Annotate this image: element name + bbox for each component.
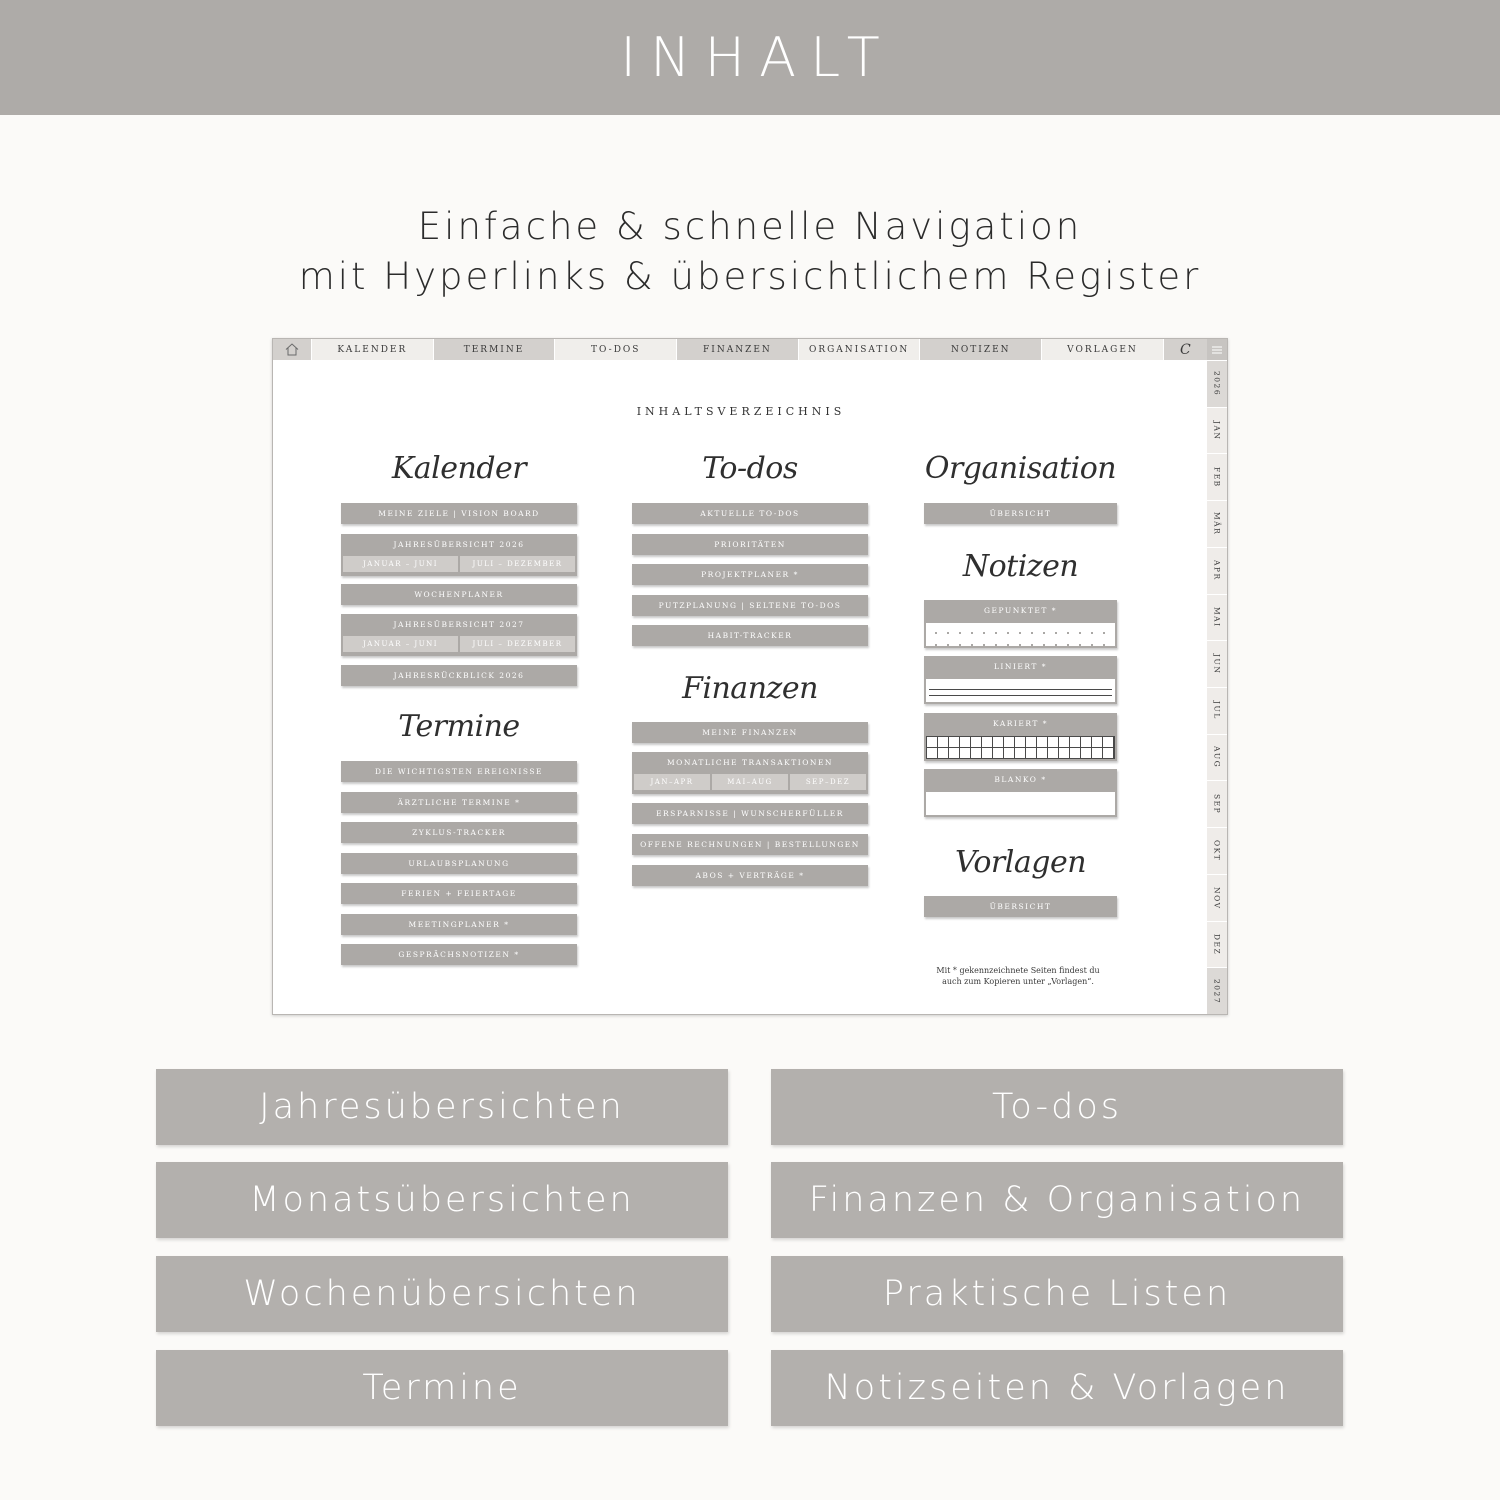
tab-c-icon[interactable]: C: [1164, 339, 1208, 360]
sidebar-item-2026[interactable]: 2026: [1207, 360, 1227, 407]
menu-icon[interactable]: [1207, 339, 1227, 360]
link-notizen-liniert[interactable]: [924, 656, 1117, 704]
tab-notizen[interactable]: NOTIZEN: [920, 339, 1042, 360]
link-2027-jul-dez[interactable]: JULI – DEZEMBER: [460, 636, 575, 652]
lined-pattern: [926, 679, 1115, 702]
link-aktuelle-todos[interactable]: AKTUELLE TO-DOS: [632, 503, 868, 524]
link-putzplanung[interactable]: PUTZPLANUNG | SELTENE TO-DOS: [632, 595, 868, 616]
link-meine-finanzen[interactable]: MEINE FINANZEN: [632, 722, 868, 743]
feature-notizseiten-vorlagen: Notizseiten & Vorlagen: [771, 1350, 1343, 1426]
subtitle-line-2: mit Hyperlinks & übersichtlichem Register: [298, 255, 1202, 298]
link-prioritaeten[interactable]: PRIORITÄTEN: [632, 534, 868, 555]
top-banner: [0, 0, 1500, 115]
link-mai-aug[interactable]: MAI–AUG: [712, 774, 790, 790]
link-meine-ziele[interactable]: MEINE ZIELE | VISION BOARD: [341, 503, 577, 524]
monatliche-transaktionen-label: MONATLICHE TRANSAKTIONEN: [667, 758, 833, 767]
feature-praktische-listen: Praktische Listen: [771, 1256, 1343, 1332]
footnote-line-2: auch zum Kopieren unter „Vorlagen“.: [942, 977, 1094, 986]
tab-vorlagen[interactable]: VORLAGEN: [1042, 339, 1164, 360]
link-ersparnisse[interactable]: ERSPARNISSE | WUNSCHERFÜLLER: [632, 803, 868, 824]
liniert-label: LINIERT *: [993, 662, 1048, 671]
sidebar-item-mai[interactable]: MAI: [1207, 594, 1227, 641]
tab-todos[interactable]: TO-DOS: [555, 339, 677, 360]
heading-kalender: Kalender: [391, 451, 527, 486]
link-notizen-blanko[interactable]: [924, 769, 1117, 817]
sidebar-item-jun[interactable]: JUN: [1207, 640, 1227, 687]
sidebar-item-feb[interactable]: FEB: [1207, 453, 1227, 500]
dotted-pattern: [926, 623, 1115, 646]
banner-title: INHALT: [620, 26, 894, 89]
link-projektplaner[interactable]: PROJEKTPLANER *: [632, 564, 868, 585]
feature-termine: Termine: [156, 1350, 728, 1426]
tab-termine[interactable]: TERMINE: [434, 339, 556, 360]
tab-kalender[interactable]: KALENDER: [312, 339, 434, 360]
link-gespraechsnotizen[interactable]: GESPRÄCHSNOTIZEN *: [341, 944, 577, 965]
sidebar-item-dez[interactable]: DEZ: [1207, 921, 1227, 968]
feature-wochenuebersichten: Wochenübersichten: [156, 1256, 728, 1332]
kariert-label: KARIERT *: [993, 719, 1048, 728]
sidebar-item-2027[interactable]: 2027: [1207, 967, 1227, 1014]
toc-title: INHALTSVERZEICHNIS: [636, 405, 846, 418]
link-2026-jan-jun[interactable]: JANUAR – JUNI: [343, 556, 460, 572]
month-sidebar: [1207, 339, 1227, 1014]
link-organisation-uebersicht[interactable]: ÜBERSICHT: [924, 503, 1117, 524]
heading-termine: Termine: [398, 709, 520, 744]
link-monatliche-transaktionen[interactable]: [632, 752, 868, 794]
tab-finanzen[interactable]: FINANZEN: [677, 339, 799, 360]
home-icon: [285, 343, 299, 356]
link-jahresrueckblick[interactable]: JAHRESRÜCKBLICK 2026: [341, 665, 577, 686]
link-ferien-feiertage[interactable]: FERIEN + FEIERTAGE: [341, 883, 577, 904]
heading-vorlagen: Vorlagen: [954, 845, 1087, 880]
planner-tabbar: [273, 339, 1209, 360]
blanko-label: BLANKO *: [994, 775, 1047, 784]
link-abos-vertraege[interactable]: ABOS + VERTRÄGE *: [632, 865, 868, 886]
jahresuebersicht-2027-label: JAHRESÜBERSICHT 2027: [393, 620, 525, 629]
link-meetingplaner[interactable]: MEETINGPLANER *: [341, 914, 577, 935]
tab-organisation[interactable]: ORGANISATION: [799, 339, 921, 360]
footnote: [913, 965, 1123, 987]
link-offene-rechnungen[interactable]: OFFENE RECHNUNGEN | BESTELLUNGEN: [632, 834, 868, 855]
link-jan-apr[interactable]: JAN–APR: [634, 774, 712, 790]
sidebar-item-nov[interactable]: NOV: [1207, 874, 1227, 921]
heading-organisation: Organisation: [924, 451, 1117, 486]
planner-preview: [272, 338, 1228, 1015]
sidebar-item-maer[interactable]: MÄR: [1207, 500, 1227, 547]
link-habit-tracker[interactable]: HABIT-TRACKER: [632, 625, 868, 646]
footnote-line-1: Mit * gekennzeichnete Seiten findest du: [936, 966, 1100, 975]
link-sep-dez[interactable]: SEP–DEZ: [790, 774, 866, 790]
heading-finanzen: Finanzen: [682, 671, 818, 706]
sidebar-item-sep[interactable]: SEP: [1207, 780, 1227, 827]
sidebar-item-apr[interactable]: APR: [1207, 547, 1227, 594]
link-zyklus-tracker[interactable]: ZYKLUS-TRACKER: [341, 822, 577, 843]
tab-home[interactable]: [273, 339, 312, 360]
link-wochenplaner[interactable]: WOCHENPLANER: [341, 584, 577, 605]
blank-pattern: [926, 792, 1115, 815]
link-jahresuebersicht-2027[interactable]: [341, 614, 577, 656]
heading-notizen: Notizen: [962, 549, 1079, 584]
link-2027-jan-jun[interactable]: JANUAR – JUNI: [343, 636, 460, 652]
link-jahresuebersicht-2026[interactable]: [341, 534, 577, 576]
feature-monatsuebersichten: Monatsübersichten: [156, 1162, 728, 1238]
link-notizen-gepunktet[interactable]: [924, 600, 1117, 648]
link-2026-jul-dez[interactable]: JULI – DEZEMBER: [460, 556, 575, 572]
sidebar-item-jul[interactable]: JUL: [1207, 687, 1227, 734]
link-notizen-kariert[interactable]: [924, 713, 1117, 761]
gepunktet-label: GEPUNKTET *: [984, 606, 1057, 615]
jahresuebersicht-2026-label: JAHRESÜBERSICHT 2026: [393, 540, 525, 549]
link-urlaubsplanung[interactable]: URLAUBSPLANUNG: [341, 853, 577, 874]
sidebar-item-okt[interactable]: OKT: [1207, 827, 1227, 874]
feature-jahresuebersichten: Jahresübersichten: [156, 1069, 728, 1145]
feature-todos: To-dos: [771, 1069, 1343, 1145]
grid-pattern: [926, 736, 1115, 759]
feature-finanzen-organisation: Finanzen & Organisation: [771, 1162, 1343, 1238]
link-ereignisse[interactable]: DIE WICHTIGSTEN EREIGNISSE: [341, 761, 577, 782]
heading-todos: To-dos: [702, 451, 798, 486]
sidebar-item-jan[interactable]: JAN: [1207, 407, 1227, 454]
sidebar-item-aug[interactable]: AUG: [1207, 734, 1227, 781]
subtitle-line-1: Einfache & schnelle Navigation: [417, 205, 1083, 248]
link-vorlagen-uebersicht[interactable]: ÜBERSICHT: [924, 896, 1117, 917]
link-aerztliche-termine[interactable]: ÄRZTLICHE TERMINE *: [341, 792, 577, 813]
